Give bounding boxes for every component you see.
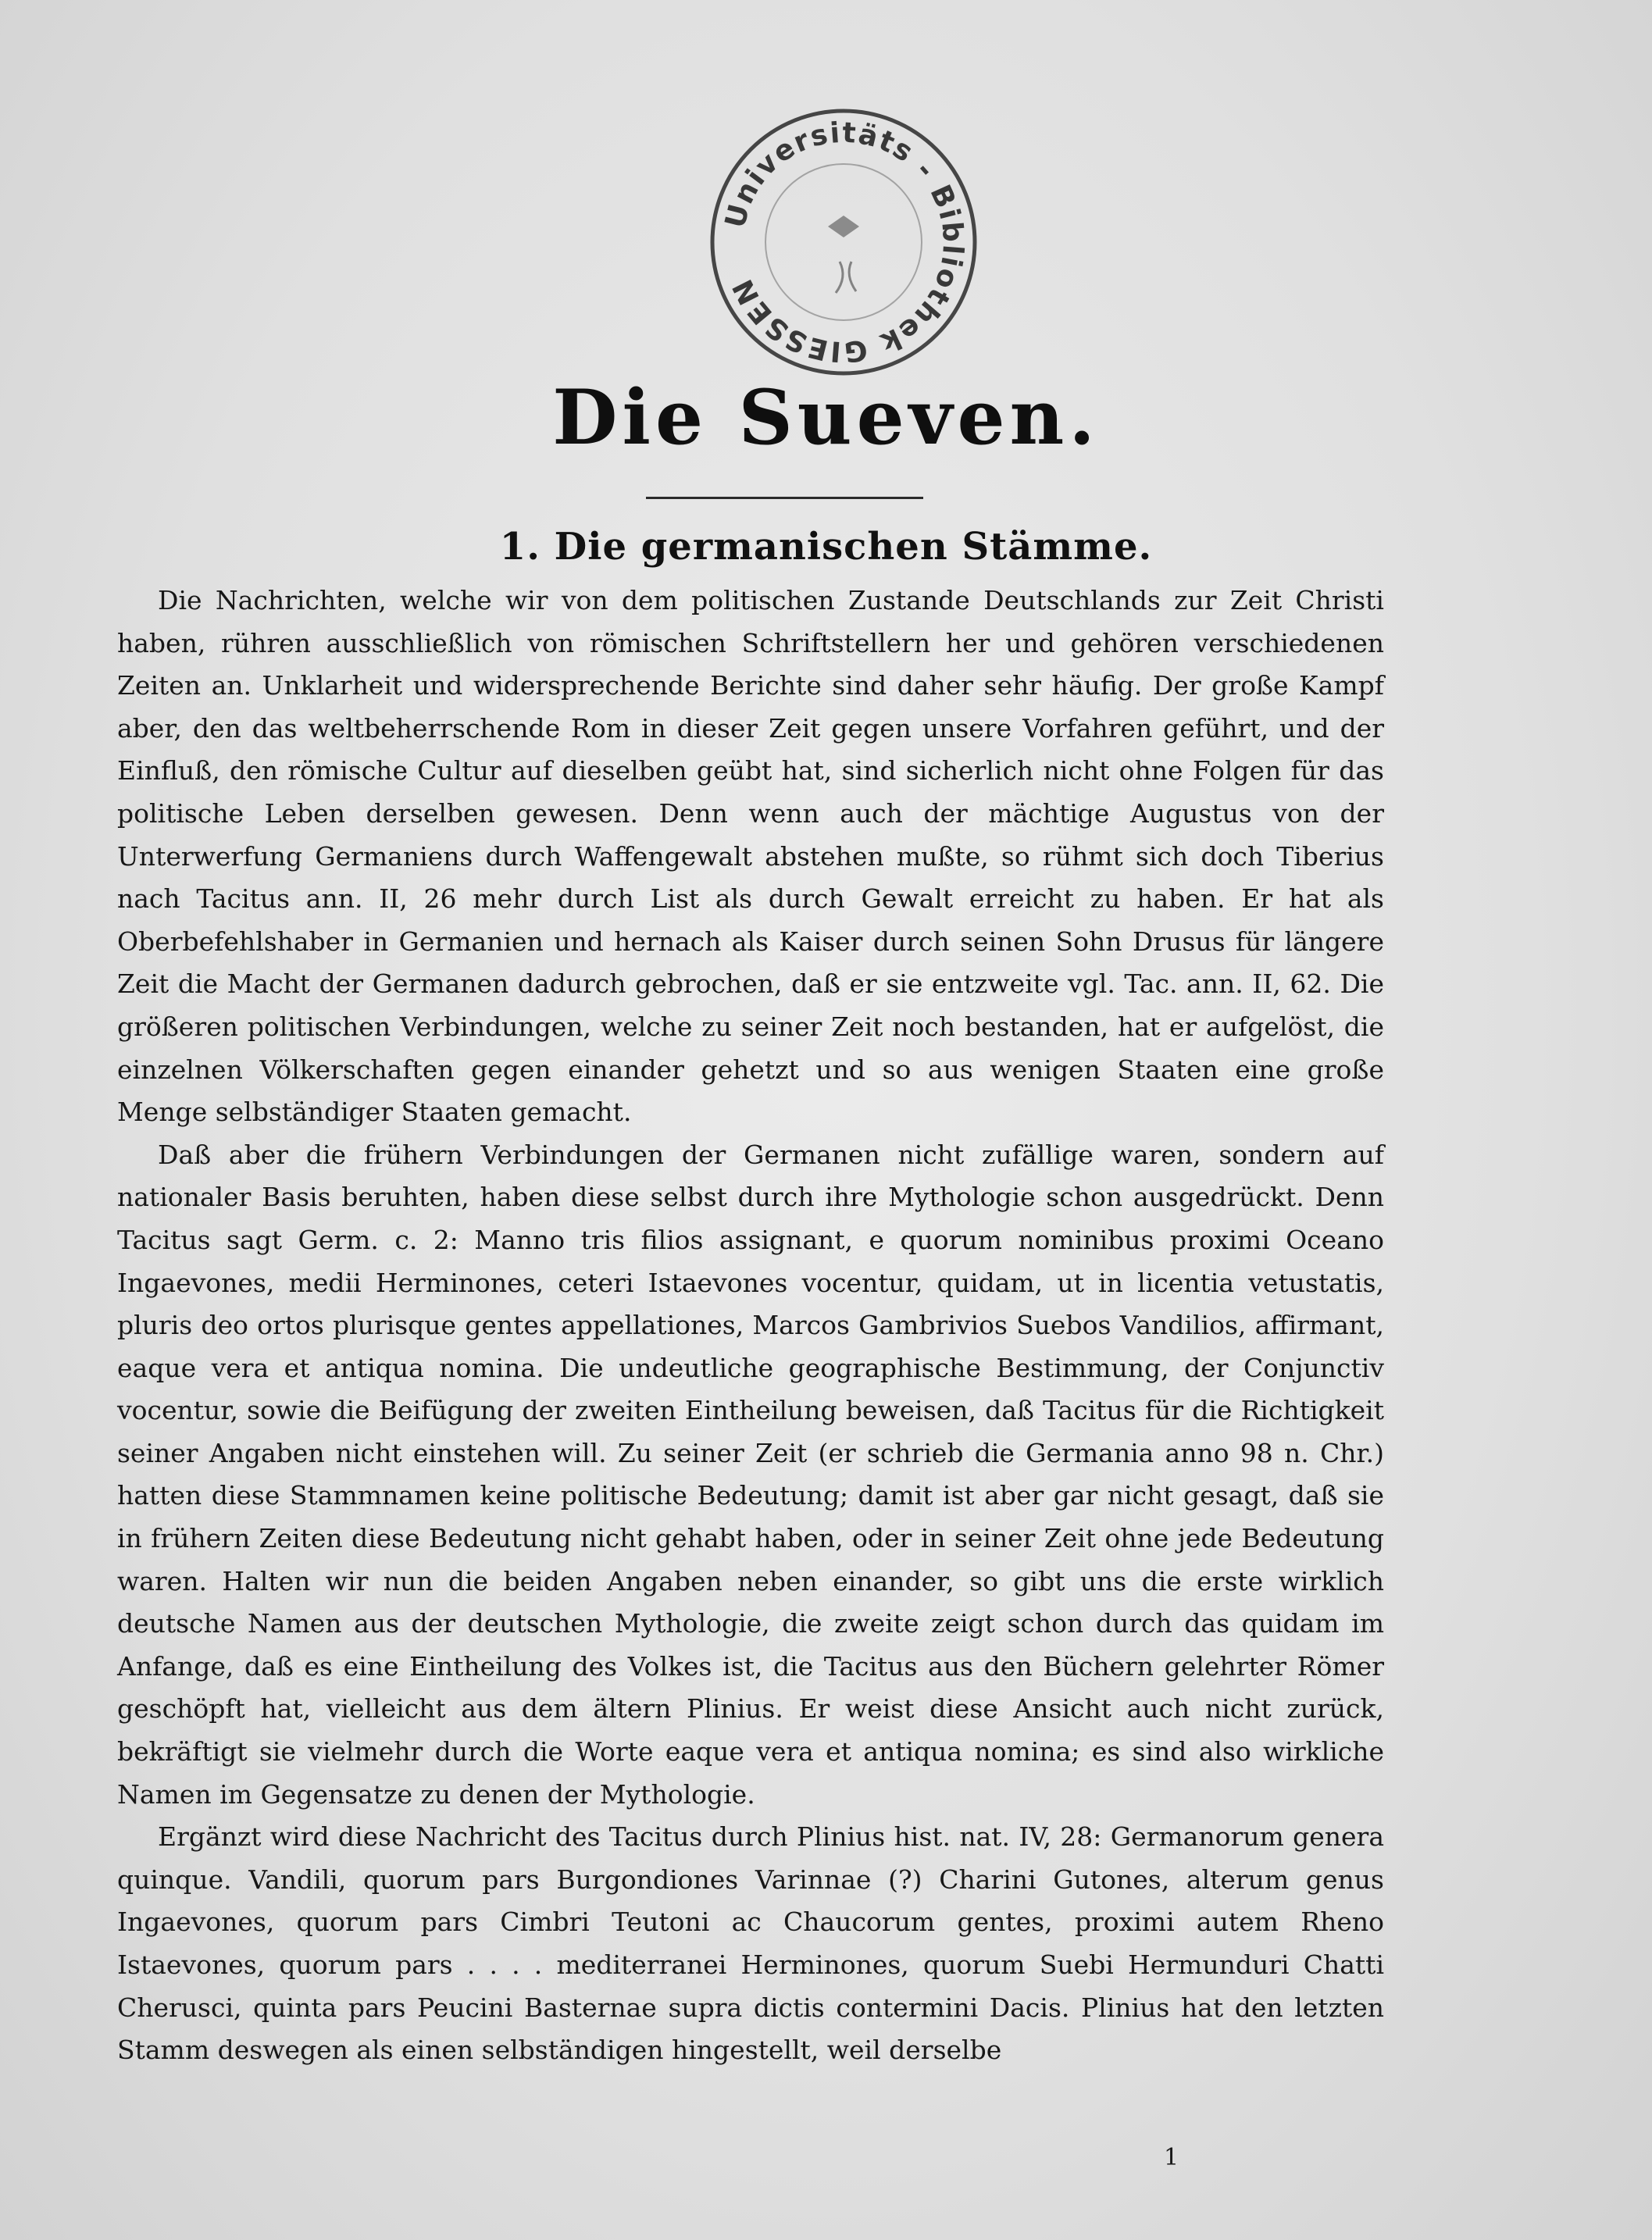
svg-text:Universitäts - Bibliothek GIES [719,117,969,368]
title-divider [646,497,923,499]
paragraph-3: Ergänzt wird diese Nachricht des Tacitus durch Plinius hist. nat. IV, 28: Germanorum genera quinque. Vandili, quorum pars Burgondiones Varinnae (?) Charini Gutones, alterum genus Ingaevones, quorum pars Cimbri Teutoni ac Chaucorum gentes, proximi autem Rheno Istaevones, quorum pars . . . . mediterranei Herminones, quorum Suebi Hermunduri Chatti Cherusci, quinta pars Peucini Basternae supra dictis contermini Dacis. Plinius hat den letzten Stamm deswegen als einen selbständigen hingestellt, weil derselbe [117,1821,1384,2066]
stamp-text: Universitäts - Bibliothek GIESSEN [719,116,969,368]
page-title: Die Sueven. [552,373,1100,462]
page-number: 1 [1164,2144,1179,2171]
section-heading: 1. Die germanischen Stämme. [499,525,1153,569]
body-text [117,580,1384,2072]
paragraph-1: Die Nachrichten, welche wir von dem politischen Zustande Deutschlands zur Zeit Christi haben, rühren ausschließlich von römischen Schriftstellern her und gehören verschiedenen Zeiten an. Unklarheit und widersprechende Berichte sind daher sehr häufig. Der große Kampf aber, den das weltbeherrschende Rom in dieser Zeit gegen unsere Vorfahren geführt, und der Einfluß, den römische Cultur auf dieselben geübt hat, sind sicherlich nicht ohne Folgen für das politische Leben derselben gewesen. Denn wenn auch der mächtige Augustus von der Unterwerfung Germaniens durch Waffengewalt abstehen mußte, so rühmt sich doch Tiberius nach Tacitus ann. II, 26 mehr durch List als durch Gewalt erreicht zu haben. Er hat als Oberbefehlshaber in Germanien und hernach als Kaiser durch seinen Sohn Drusus für längere Zeit die Macht der Germanen dadurch gebrochen, daß er sie entzweite vgl. Tac. ann. II, 62. Die größeren politischen Verbindungen, welche zu seiner Zeit noch bestanden, hat er aufgelöst, die einzelnen Völkerschaften gegen einander gehetzt und so aus wenigen Staaten eine große Menge selbständiger Staaten gemacht. [117,585,1384,1128]
library-stamp [703,102,984,383]
paragraph-2: Daß aber die frühern Verbindungen der Germanen nicht zufällige waren, sondern auf nationaler Basis beruhten, haben diese selbst durch ihre Mythologie schon ausgedrückt. Denn Tacitus sagt Germ. c. 2: Manno tris filios assignant, e quorum nominibus proximi Oceano Ingaevones, medii Herminones, ceteri Istaevones vocentur, quidam, ut in licentia vetustatis, pluris deo ortos plurisque gentes appellationes, Marcos Gambrivios Suebos Vandilios, affirmant, eaque vera et antiqua nomina. Die undeutliche geographische Bestimmung, der Conjunctiv vocentur, sowie die Beifügung der zweiten Eintheilung beweisen, daß Tacitus für die Richtigkeit seiner Angaben nicht einstehen will. Zu seiner Zeit (er schrieb die Germania anno 98 n. Chr.) hatten diese Stammnamen keine politische Bedeutung; damit ist aber gar nicht gesagt, daß sie in frühern Zeiten diese Bedeutung nicht gehabt haben, oder in seiner Zeit ohne jede Bedeutung waren. Halten wir nun die beiden Angaben neben einander, so gibt uns die erste wirklich deutsche Namen aus der deutschen Mythologie, die zweite zeigt schon durch das quidam im Anfange, daß es eine Eintheilung des Volkes ist, die Tacitus aus den Büchern gelehrter Römer geschöpft hat, vielleicht aus dem ältern Plinius. Er weist diese Ansicht auch nicht zurück, bekräftigt sie vielmehr durch die Worte eaque vera et antiqua nomina; es sind also wirkliche Namen im Gegensatze zu denen der Mythologie. [117,1139,1384,1810]
library-stamp-graphic [703,102,984,383]
